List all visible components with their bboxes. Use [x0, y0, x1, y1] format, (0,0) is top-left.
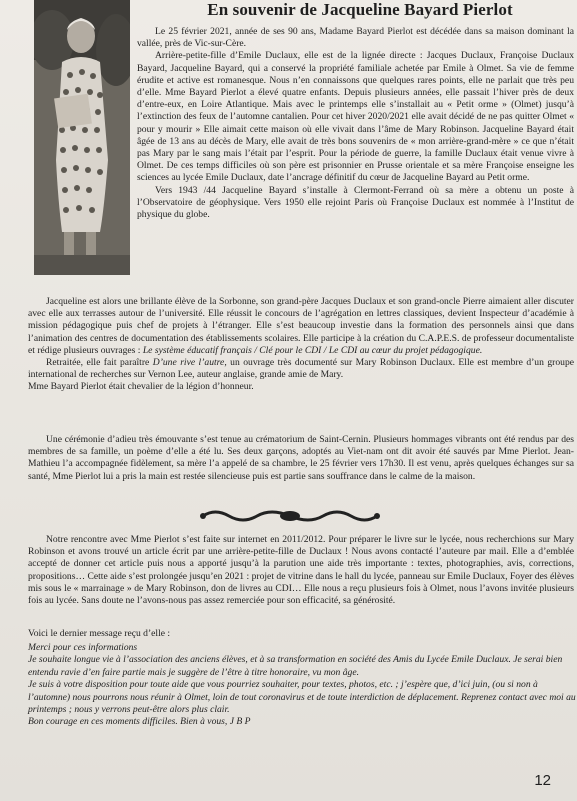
career-paragraph	[28, 296, 574, 357]
retirement-after: , un ouvrage très documenté sur Mary Robinson Duclaux. Elle est membre d’un groupe international de recherches sur Vernon Lee, auteur anglaise, grande amie de Mary.	[28, 357, 574, 381]
retirement-before: Retraitée, elle fait paraître	[46, 357, 153, 369]
ceremony-paragraph: Une cérémonie d’adieu très émouvante s’est tenue au crématorium de Saint-Cernin. Plusieurs hommages vibrants ont été rendus par des membres de sa famille, un poème d’elle a été lu. Ses deux garçons, adoptés au Viet-nam ont dit avoir été sauvés par Mme Pierlot. Jean-Mathieu l’a accompagnée fidèlement, sa mère l’a appelé de sa chambre, le 25 février vers 17h30. Il est venu, après quelques échanges sur sa santé, Mme Pierlot lui a pris la main est restée silencieuse puis est partie sans souffrance dans le calme de la maison.	[28, 434, 574, 482]
page-number: 12	[534, 772, 551, 789]
message-line-2: Je souhaite longue vie à l’association des anciens élèves, et à sa transformation en société des Amis du Lycée Emile Duclaux. Je serai bien entendu ravie d’en faire partie mais je suggère de l’être à titre honoraire, vu mon âge.	[28, 654, 563, 678]
section-ornament	[195, 508, 385, 524]
article-title: En souvenir de Jacqueline Bayard Pierlot	[207, 0, 513, 19]
last-message-quote	[28, 642, 576, 729]
career-works: Le système éducatif français / Clé pour le CDI / Le CDI au cœur du projet pédagogique.	[142, 344, 483, 356]
meeting-block	[28, 534, 574, 607]
career-text: Jacqueline est alors une brillante élève de la Sorbonne, son grand-père Jacques Duclaux et son grand-oncle Pierre aimaient aller discuter avec elle aux terrasses autour de l’université. Elle réussit le concours de l’agrégation en lettres classiques, devient Inspecteur d’académie à mission pédagogique puis chef de projets à l’étranger. Elle s’est beaucoup investie dans la formation des personnels ainsi que dans l’animation des centres de documentation des établissements scolaires. Elle participe à la création du C.A.P.E.S. de professeur documentaliste et rédige plusieurs ouvrages :	[28, 296, 574, 356]
intro-paragraph-3: Vers 1943 /44 Jacqueline Bayard s’installe à Clermont-Ferrand où sa mère a obtenu un poste à l’Observatoire de géophysique. Vers 1950 elle rejoint Paris où Françoise Duclaux est nommée à l’Institut de physique du globe.	[137, 184, 574, 221]
meeting-paragraph: Notre rencontre avec Mme Pierlot s’est faite sur internet en 2011/2012. Pour préparer le livre sur le lycée, nous recherchions sur Mary Robinson et avons trouvé un article écrit par une arrière-petite-fille de Duclaux ! Nous avons contacté l’auteure par mail. Elle a d’emblée accepté de donner cet article puis nous a apporté jusqu’à la parution une aide très importante : textes, photographies, avis, corrections, propositions… Cette aide s’est prolongée jusqu’en 2021 : projet de vitrine dans le hall du lycée, panneau sur Emile Duclaux, Foyer des élèves mis sous le « marrainage » de Mary Robinson, don de livres au CDI… Elle nous a reçu plusieurs fois à Olmet, nous l’avons invitée plusieurs fois au lycée. Sans doute ne l’avons-nous pas assez remerciée pour son efficacité, sa générosité.	[28, 534, 574, 607]
intro-column	[137, 26, 574, 221]
honour-line: Mme Bayard Pierlot était chevalier de la légion d’honneur.	[28, 381, 254, 393]
intro-paragraph-1: Le 25 février 2021, année de ses 90 ans, Madame Bayard Pierlot est décédée dans sa maison dominant la vallée, près de Vic-sur-Cère.	[137, 26, 574, 50]
message-line-3: Je suis à votre disposition pour toute aide que vous pourriez souhaiter, pour textes, photos, etc. ; j’espère que, d’ici juin, (ou si non à l’automne) nous pourrons nous réunir à Olmet, loin de tout coronavirus et de toute interdiction de déplacement. Reprenez contact avec moi au printemps ; nous y verrons peut-être alors plus clair.	[28, 679, 576, 716]
portrait-photo	[34, 0, 130, 275]
ornament-divider-icon	[195, 508, 385, 524]
retirement-book-title: D’une rive l’autre	[152, 357, 225, 369]
message-line-4: Bon courage en ces moments difficiles. Bien à vous, J B P	[28, 716, 251, 728]
intro-paragraph-2: Arrière-petite-fille d’Emile Duclaux, elle est de la lignée directe : Jacques Duclaux, Françoise Duclaux Bayard, Jacqueline Bayard, qui a conservé la propriété familiale achetée par Emile à Olmet. Sa vie de femme érudite et active est romanesque. Nous n’en connaissons que quelques rares points, elle ne parlait que très peu d’elle. Mme Bayard Pierlot a élevé quatre enfants. Depuis plusieurs années, elle passait l’hiver près de deux d’entre-eux, en Loire Atlantique. Mais avec le printemps elle s’installait au « Petit orme » (Olmet) jusqu’à l’extinction des feux de l’automne cantalien. Pour cet hiver 2020/2021 elle avait décidé de ne pas quitter Olmet « pour y mourir » Elle aimait cette maison où elle vivait dans l’âme de Mary Robinson. Jacqueline Bayard était âgée de 13 ans au décès de Mary, elle avait de très bons souvenirs de « mon arrière-grand-mère » ce que n’était pas Mary par le sang mais l’était par l’esprit. Pour la période de guerre, la famille Duclaux était venue vivre à Olmet. De ces temps difficiles où son père est prisonnier en Prusse orientale et sa mère Françoise enseigne les sciences au lycée Emile Duclaux, date l’ancrage définitif du cœur de Jacqueline Bayard au Petit orme.	[137, 50, 574, 184]
last-message-intro: Voici le dernier message reçu d’elle :	[28, 628, 171, 639]
career-block	[28, 296, 574, 394]
retirement-paragraph	[28, 357, 574, 381]
portrait-photo-image	[34, 0, 130, 275]
message-line-1: Merci pour ces informations	[28, 642, 138, 653]
ceremony-block	[28, 434, 574, 483]
